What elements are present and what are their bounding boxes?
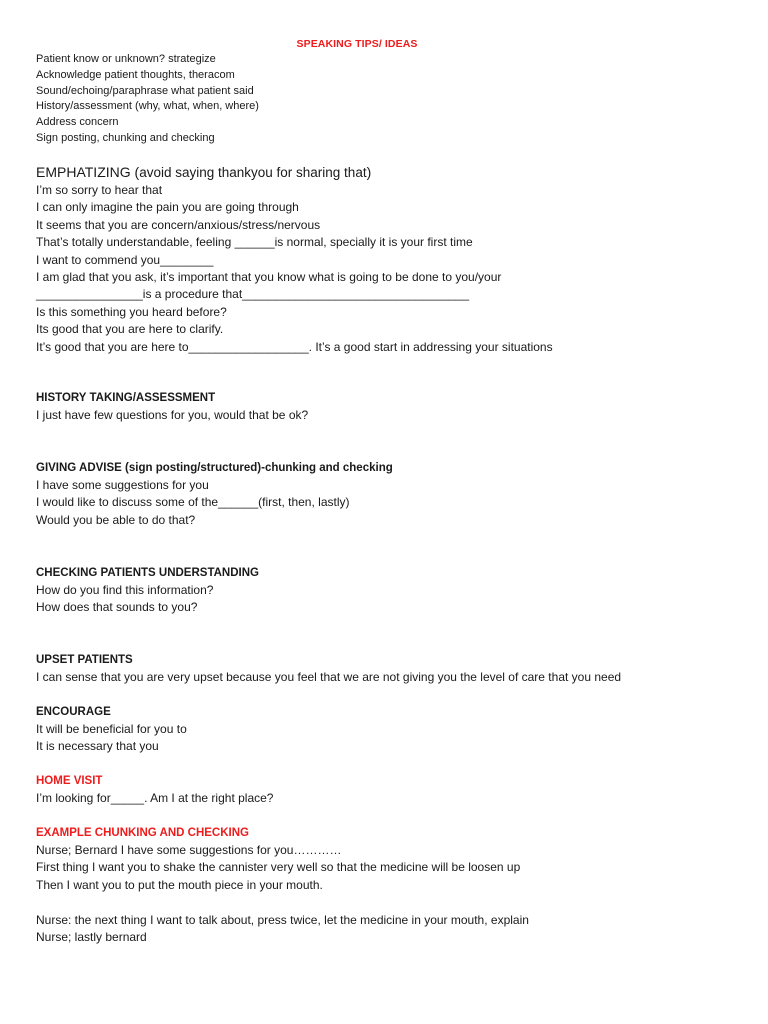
section-heading: ENCOURAGE bbox=[36, 706, 111, 718]
phrase-line: Is this something you heard before? bbox=[36, 304, 227, 319]
phrase-line: I just have few questions for you, would that be ok? bbox=[36, 408, 309, 422]
section-heading: HOME VISIT bbox=[36, 775, 103, 787]
page-title: SPEAKING TIPS/ IDEAS bbox=[296, 38, 418, 50]
phrase-line: I’m looking for_____. Am I at the right place? bbox=[36, 791, 274, 805]
phrase-line: How do you find this information? bbox=[36, 583, 214, 597]
phrase-line: I can sense that you are very upset because you feel that we are not giving you the level of care that you need bbox=[36, 670, 622, 684]
phrase-line: It will be beneficial for you to bbox=[36, 722, 187, 736]
section-heading: EXAMPLE CHUNKING AND CHECKING bbox=[36, 827, 249, 839]
section-history bbox=[36, 390, 736, 424]
heading-close: ) bbox=[366, 164, 372, 180]
heading-word: EMPHATIZING ( bbox=[36, 164, 140, 180]
phrase-line: It seems that you are concern/anxious/stress/nervous bbox=[36, 217, 321, 232]
phrase-line: I have some suggestions for you bbox=[36, 478, 209, 492]
phrase-line: That’s totally understandable, feeling ______is normal, specially it is your first time bbox=[36, 235, 473, 250]
phrase-line: Then I want you to put the mouth piece in your mouth. bbox=[36, 877, 323, 892]
section-example-continued bbox=[36, 912, 736, 947]
phrase-line: ________________is a procedure that__________________________________ bbox=[36, 287, 470, 302]
phrase-line: Nurse; lastly bernard bbox=[36, 930, 147, 945]
phrase-line: How does that sounds to you? bbox=[36, 600, 198, 615]
tip-item: Sound/echoing/paraphrase what patient said bbox=[36, 84, 254, 97]
phrase-line: I’m so sorry to hear that bbox=[36, 183, 163, 197]
section-emphatizing bbox=[36, 163, 736, 356]
section-heading: HISTORY TAKING/ASSESSMENT bbox=[36, 392, 216, 404]
phrase-line: Would you be able to do that? bbox=[36, 512, 196, 527]
section-heading: UPSET PATIENTS bbox=[36, 654, 133, 666]
phrase-line: I want to commend you________ bbox=[36, 252, 214, 267]
heading-note: avoid saying thankyou for sharing that bbox=[139, 165, 367, 180]
tip-item: Address concern bbox=[36, 116, 119, 129]
section-heading bbox=[36, 163, 736, 182]
phrase-line: I would like to discuss some of the______(first, then, lastly) bbox=[36, 495, 350, 510]
phrase-line: Nurse; Bernard I have some suggestions for you………… bbox=[36, 843, 342, 857]
section-heading: CHECKING PATIENTS UNDERSTANDING bbox=[36, 567, 259, 579]
phrase-line: Its good that you are here to clarify. bbox=[36, 322, 224, 337]
section-encourage bbox=[36, 704, 736, 756]
section-checking-understanding bbox=[36, 565, 736, 617]
section-giving-advise bbox=[36, 460, 736, 529]
tip-item: Sign posting, chunking and checking bbox=[36, 131, 215, 144]
phrase-line: It’s good that you are here to__________________. It’s a good start in addressing your situations bbox=[36, 339, 553, 354]
phrase-line: I am glad that you ask, it’s important that you know what is going to be done to you/your bbox=[36, 270, 502, 285]
phrase-line: Nurse: the next thing I want to talk about, press twice, let the medicine in your mouth, explain bbox=[36, 913, 529, 927]
tips-list bbox=[36, 52, 736, 147]
phrase-line: First thing I want you to shake the cannister very well so that the medicine will be loosen up bbox=[36, 860, 521, 875]
phrase-line: I can only imagine the pain you are going through bbox=[36, 200, 299, 215]
section-example-chunking bbox=[36, 825, 736, 894]
tip-item: History/assessment (why, what, when, where) bbox=[36, 100, 259, 113]
section-heading: GIVING ADVISE (sign posting/structured)-chunking and checking bbox=[36, 462, 393, 474]
section-home-visit bbox=[36, 773, 736, 807]
tip-item: Patient know or unknown? strategize bbox=[36, 53, 216, 65]
section-upset-patients bbox=[36, 652, 736, 686]
phrase-line: It is necessary that you bbox=[36, 739, 159, 754]
tip-item: Acknowledge patient thoughts, theracom bbox=[36, 68, 235, 81]
